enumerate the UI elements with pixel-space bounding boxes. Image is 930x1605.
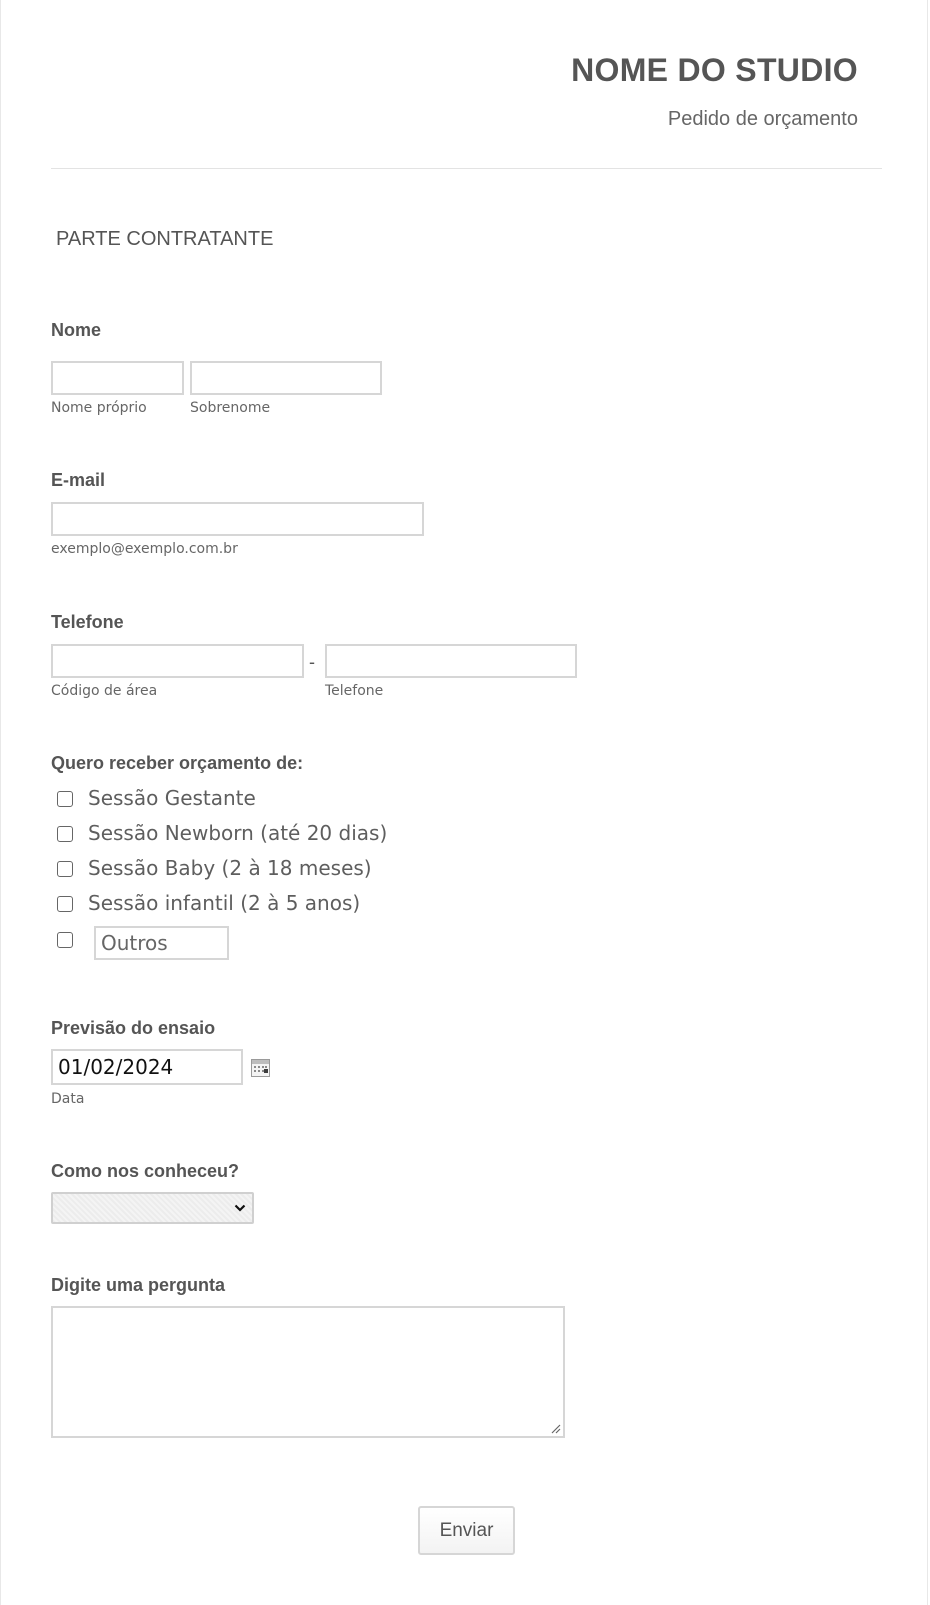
checkbox-infantil[interactable] — [57, 896, 73, 912]
date-input[interactable]: 01/02/2024 — [51, 1049, 243, 1085]
date-label: Previsão do ensaio — [51, 1018, 216, 1038]
question-label: Digite uma pergunta — [51, 1275, 226, 1295]
area-code-sublabel: Código de área — [51, 683, 158, 699]
checkbox-outros[interactable] — [57, 932, 73, 948]
option-baby-label[interactable]: Sessão Baby (2 à 18 meses) — [88, 856, 372, 880]
email-input[interactable] — [51, 502, 424, 536]
checkbox-newborn[interactable] — [57, 826, 73, 842]
checkbox-gestante[interactable] — [57, 791, 73, 807]
email-label: E-mail — [51, 470, 106, 490]
area-code-input[interactable] — [51, 644, 304, 678]
studio-title: NOME DO STUDIO — [571, 52, 858, 88]
phone-number-sublabel: Telefone — [325, 683, 384, 699]
budget-label: Quero receber orçamento de: — [51, 753, 304, 773]
resize-handle-icon[interactable] — [551, 1424, 561, 1434]
header-divider — [51, 168, 882, 169]
phone-separator: - — [309, 652, 315, 672]
last-name-input[interactable] — [190, 361, 382, 395]
name-label: Nome — [51, 320, 102, 340]
first-name-input[interactable] — [51, 361, 184, 395]
option-infantil-label[interactable]: Sessão infantil (2 à 5 anos) — [88, 891, 361, 915]
option-gestante-label[interactable]: Sessão Gestante — [88, 786, 256, 810]
submit-button[interactable]: Enviar — [418, 1506, 515, 1555]
section-title: PARTE CONTRATANTE — [56, 228, 274, 250]
source-select[interactable] — [51, 1192, 254, 1224]
chevron-down-icon — [234, 1203, 246, 1213]
email-sublabel: exemplo@exemplo.com.br — [51, 541, 238, 557]
source-label: Como nos conheceu? — [51, 1161, 240, 1181]
checkbox-baby[interactable] — [57, 861, 73, 877]
date-sublabel: Data — [51, 1091, 85, 1107]
outros-input[interactable]: Outros — [94, 926, 229, 960]
phone-number-input[interactable] — [325, 644, 577, 678]
question-textarea[interactable] — [51, 1306, 565, 1438]
last-name-sublabel: Sobrenome — [190, 400, 271, 416]
form-subtitle: Pedido de orçamento — [667, 108, 858, 130]
first-name-sublabel: Nome próprio — [51, 400, 147, 416]
calendar-icon[interactable] — [251, 1059, 270, 1077]
phone-label: Telefone — [51, 612, 124, 632]
option-newborn-label[interactable]: Sessão Newborn (até 20 dias) — [88, 821, 388, 845]
